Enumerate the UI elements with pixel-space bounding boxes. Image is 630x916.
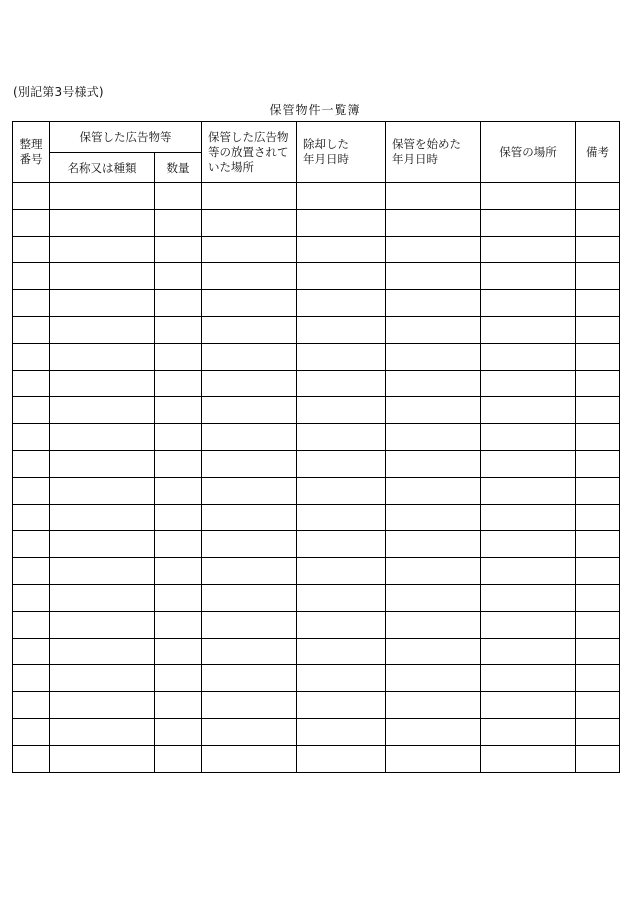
storage-start-cell[interactable]	[386, 290, 481, 317]
quantity-cell[interactable]	[155, 692, 202, 719]
remarks-cell[interactable]	[576, 209, 620, 236]
removed-datetime-cell[interactable]	[297, 531, 386, 558]
storage-place-cell[interactable]	[481, 343, 576, 370]
serial-number-cell[interactable]	[13, 397, 50, 424]
remarks-cell[interactable]	[576, 236, 620, 263]
storage-start-cell[interactable]	[386, 370, 481, 397]
abandoned-place-cell[interactable]	[202, 477, 297, 504]
storage-start-cell[interactable]	[386, 236, 481, 263]
quantity-cell[interactable]	[155, 183, 202, 210]
table-row	[13, 745, 620, 772]
storage-start-cell[interactable]	[386, 531, 481, 558]
storage-start-cell[interactable]	[386, 692, 481, 719]
table-row	[13, 236, 620, 263]
storage-place-cell[interactable]	[481, 316, 576, 343]
removed-datetime-cell[interactable]	[297, 665, 386, 692]
removed-datetime-cell[interactable]	[297, 263, 386, 290]
storage-register-table	[12, 121, 620, 773]
storage-place-cell[interactable]	[481, 745, 576, 772]
remarks-cell[interactable]	[576, 531, 620, 558]
remarks-cell[interactable]	[576, 477, 620, 504]
serial-number-cell[interactable]	[13, 290, 50, 317]
storage-start-cell[interactable]	[386, 477, 481, 504]
quantity-cell[interactable]	[155, 504, 202, 531]
removed-datetime-cell[interactable]	[297, 424, 386, 451]
quantity-cell[interactable]	[155, 745, 202, 772]
header-stored-items-group: 保管した広告物等	[50, 122, 202, 153]
removed-datetime-cell[interactable]	[297, 718, 386, 745]
abandoned-place-cell[interactable]	[202, 316, 297, 343]
removed-datetime-cell[interactable]	[297, 558, 386, 585]
serial-number-cell[interactable]	[13, 477, 50, 504]
name-or-kind-cell[interactable]	[50, 450, 155, 477]
table-row	[13, 584, 620, 611]
quantity-cell[interactable]	[155, 718, 202, 745]
serial-number-cell[interactable]	[13, 450, 50, 477]
table-row	[13, 665, 620, 692]
removed-datetime-cell[interactable]	[297, 290, 386, 317]
storage-start-cell[interactable]	[386, 638, 481, 665]
storage-start-cell[interactable]	[386, 665, 481, 692]
quantity-cell[interactable]	[155, 370, 202, 397]
quantity-cell[interactable]	[155, 584, 202, 611]
serial-number-cell[interactable]	[13, 745, 50, 772]
abandoned-place-cell[interactable]	[202, 558, 297, 585]
name-or-kind-cell[interactable]	[50, 397, 155, 424]
quantity-cell[interactable]	[155, 209, 202, 236]
name-or-kind-cell[interactable]	[50, 584, 155, 611]
storage-start-cell[interactable]	[386, 343, 481, 370]
storage-place-cell[interactable]	[481, 531, 576, 558]
name-or-kind-cell[interactable]	[50, 531, 155, 558]
abandoned-place-cell[interactable]	[202, 745, 297, 772]
abandoned-place-cell[interactable]	[202, 692, 297, 719]
quantity-cell[interactable]	[155, 343, 202, 370]
quantity-cell[interactable]	[155, 236, 202, 263]
serial-number-cell[interactable]	[13, 424, 50, 451]
quantity-cell[interactable]	[155, 531, 202, 558]
header-name-or-kind: 名称又は種類	[50, 153, 155, 183]
remarks-cell[interactable]	[576, 183, 620, 210]
remarks-cell[interactable]	[576, 343, 620, 370]
serial-number-cell[interactable]	[13, 236, 50, 263]
name-or-kind-cell[interactable]	[50, 718, 155, 745]
removed-datetime-cell[interactable]	[297, 611, 386, 638]
serial-number-cell[interactable]	[13, 183, 50, 210]
name-or-kind-cell[interactable]	[50, 424, 155, 451]
abandoned-place-cell[interactable]	[202, 209, 297, 236]
storage-start-cell[interactable]	[386, 183, 481, 210]
register-body	[13, 183, 620, 773]
table-row	[13, 263, 620, 290]
abandoned-place-cell[interactable]	[202, 424, 297, 451]
serial-number-cell[interactable]	[13, 558, 50, 585]
storage-start-cell[interactable]	[386, 745, 481, 772]
quantity-cell[interactable]	[155, 638, 202, 665]
remarks-cell[interactable]	[576, 611, 620, 638]
table-row	[13, 558, 620, 585]
name-or-kind-cell[interactable]	[50, 370, 155, 397]
header-serial-number: 整理 番号	[13, 122, 50, 183]
removed-datetime-cell[interactable]	[297, 692, 386, 719]
quantity-cell[interactable]	[155, 397, 202, 424]
removed-datetime-cell[interactable]	[297, 236, 386, 263]
abandoned-place-cell[interactable]	[202, 450, 297, 477]
removed-datetime-cell[interactable]	[297, 638, 386, 665]
storage-place-cell[interactable]	[481, 263, 576, 290]
header-removed-datetime: 除却した 年月日時	[297, 122, 386, 183]
storage-place-cell[interactable]	[481, 290, 576, 317]
header-remarks: 備考	[576, 122, 620, 183]
name-or-kind-cell[interactable]	[50, 638, 155, 665]
storage-place-cell[interactable]	[481, 450, 576, 477]
serial-number-cell[interactable]	[13, 718, 50, 745]
name-or-kind-cell[interactable]	[50, 316, 155, 343]
abandoned-place-cell[interactable]	[202, 531, 297, 558]
serial-number-cell[interactable]	[13, 665, 50, 692]
serial-number-cell[interactable]	[13, 692, 50, 719]
removed-datetime-cell[interactable]	[297, 397, 386, 424]
remarks-cell[interactable]	[576, 665, 620, 692]
table-row	[13, 638, 620, 665]
quantity-cell[interactable]	[155, 477, 202, 504]
table-row	[13, 397, 620, 424]
storage-start-cell[interactable]	[386, 316, 481, 343]
name-or-kind-cell[interactable]	[50, 665, 155, 692]
storage-place-cell[interactable]	[481, 183, 576, 210]
storage-start-cell[interactable]	[386, 397, 481, 424]
name-or-kind-cell[interactable]	[50, 692, 155, 719]
storage-place-cell[interactable]	[481, 584, 576, 611]
abandoned-place-cell[interactable]	[202, 397, 297, 424]
abandoned-place-cell[interactable]	[202, 343, 297, 370]
remarks-cell[interactable]	[576, 397, 620, 424]
table-row	[13, 316, 620, 343]
storage-place-cell[interactable]	[481, 209, 576, 236]
remarks-cell[interactable]	[576, 638, 620, 665]
serial-number-cell[interactable]	[13, 370, 50, 397]
name-or-kind-cell[interactable]	[50, 343, 155, 370]
remarks-cell[interactable]	[576, 718, 620, 745]
quantity-cell[interactable]	[155, 450, 202, 477]
name-or-kind-cell[interactable]	[50, 611, 155, 638]
remarks-cell[interactable]	[576, 450, 620, 477]
storage-place-cell[interactable]	[481, 504, 576, 531]
storage-place-cell[interactable]	[481, 692, 576, 719]
storage-start-cell[interactable]	[386, 558, 481, 585]
storage-start-cell[interactable]	[386, 611, 481, 638]
serial-number-cell[interactable]	[13, 343, 50, 370]
name-or-kind-cell[interactable]	[50, 263, 155, 290]
removed-datetime-cell[interactable]	[297, 745, 386, 772]
remarks-cell[interactable]	[576, 504, 620, 531]
remarks-cell[interactable]	[576, 370, 620, 397]
quantity-cell[interactable]	[155, 665, 202, 692]
storage-start-cell[interactable]	[386, 424, 481, 451]
table-row	[13, 477, 620, 504]
removed-datetime-cell[interactable]	[297, 504, 386, 531]
remarks-cell[interactable]	[576, 263, 620, 290]
header-quantity: 数量	[155, 153, 202, 183]
header-storage-start-datetime: 保管を始めた 年月日時	[386, 122, 481, 183]
abandoned-place-cell[interactable]	[202, 584, 297, 611]
storage-place-cell[interactable]	[481, 558, 576, 585]
abandoned-place-cell[interactable]	[202, 638, 297, 665]
table-row	[13, 370, 620, 397]
storage-place-cell[interactable]	[481, 718, 576, 745]
removed-datetime-cell[interactable]	[297, 477, 386, 504]
abandoned-place-cell[interactable]	[202, 611, 297, 638]
serial-number-cell[interactable]	[13, 638, 50, 665]
storage-start-cell[interactable]	[386, 209, 481, 236]
remarks-cell[interactable]	[576, 558, 620, 585]
storage-place-cell[interactable]	[481, 424, 576, 451]
name-or-kind-cell[interactable]	[50, 209, 155, 236]
removed-datetime-cell[interactable]	[297, 209, 386, 236]
remarks-cell[interactable]	[576, 692, 620, 719]
storage-place-cell[interactable]	[481, 638, 576, 665]
storage-start-cell[interactable]	[386, 263, 481, 290]
name-or-kind-cell[interactable]	[50, 558, 155, 585]
storage-place-cell[interactable]	[481, 611, 576, 638]
table-row	[13, 290, 620, 317]
table-row	[13, 450, 620, 477]
form-number-label: (別記第3号様式)	[13, 85, 104, 99]
storage-place-cell[interactable]	[481, 665, 576, 692]
quantity-cell[interactable]	[155, 316, 202, 343]
removed-datetime-cell[interactable]	[297, 450, 386, 477]
remarks-cell[interactable]	[576, 745, 620, 772]
storage-place-cell[interactable]	[481, 236, 576, 263]
serial-number-cell[interactable]	[13, 504, 50, 531]
serial-number-cell[interactable]	[13, 531, 50, 558]
table-row	[13, 343, 620, 370]
name-or-kind-cell[interactable]	[50, 477, 155, 504]
name-or-kind-cell[interactable]	[50, 236, 155, 263]
serial-number-cell[interactable]	[13, 584, 50, 611]
form-title: 保管物件一覧簿	[269, 103, 361, 117]
abandoned-place-cell[interactable]	[202, 504, 297, 531]
table-row	[13, 183, 620, 210]
name-or-kind-cell[interactable]	[50, 290, 155, 317]
quantity-cell[interactable]	[155, 611, 202, 638]
storage-place-cell[interactable]	[481, 397, 576, 424]
serial-number-cell[interactable]	[13, 316, 50, 343]
table-row	[13, 692, 620, 719]
abandoned-place-cell[interactable]	[202, 718, 297, 745]
abandoned-place-cell[interactable]	[202, 183, 297, 210]
header-storage-place: 保管の場所	[481, 122, 576, 183]
table-row	[13, 611, 620, 638]
storage-start-cell[interactable]	[386, 504, 481, 531]
removed-datetime-cell[interactable]	[297, 584, 386, 611]
table-row	[13, 718, 620, 745]
storage-place-cell[interactable]	[481, 477, 576, 504]
storage-start-cell[interactable]	[386, 718, 481, 745]
quantity-cell[interactable]	[155, 290, 202, 317]
removed-datetime-cell[interactable]	[297, 370, 386, 397]
serial-number-cell[interactable]	[13, 209, 50, 236]
removed-datetime-cell[interactable]	[297, 183, 386, 210]
abandoned-place-cell[interactable]	[202, 370, 297, 397]
abandoned-place-cell[interactable]	[202, 290, 297, 317]
serial-number-cell[interactable]	[13, 611, 50, 638]
remarks-cell[interactable]	[576, 424, 620, 451]
remarks-cell[interactable]	[576, 290, 620, 317]
quantity-cell[interactable]	[155, 424, 202, 451]
storage-start-cell[interactable]	[386, 450, 481, 477]
abandoned-place-cell[interactable]	[202, 236, 297, 263]
quantity-cell[interactable]	[155, 263, 202, 290]
quantity-cell[interactable]	[155, 558, 202, 585]
name-or-kind-cell[interactable]	[50, 183, 155, 210]
remarks-cell[interactable]	[576, 584, 620, 611]
remarks-cell[interactable]	[576, 316, 620, 343]
removed-datetime-cell[interactable]	[297, 343, 386, 370]
abandoned-place-cell[interactable]	[202, 263, 297, 290]
name-or-kind-cell[interactable]	[50, 504, 155, 531]
name-or-kind-cell[interactable]	[50, 745, 155, 772]
table-row	[13, 424, 620, 451]
storage-start-cell[interactable]	[386, 584, 481, 611]
table-row	[13, 531, 620, 558]
storage-place-cell[interactable]	[481, 370, 576, 397]
header-abandoned-place: 保管した広告物 等の放置されて いた場所	[202, 122, 297, 183]
table-row	[13, 504, 620, 531]
serial-number-cell[interactable]	[13, 263, 50, 290]
table-row	[13, 209, 620, 236]
removed-datetime-cell[interactable]	[297, 316, 386, 343]
abandoned-place-cell[interactable]	[202, 665, 297, 692]
